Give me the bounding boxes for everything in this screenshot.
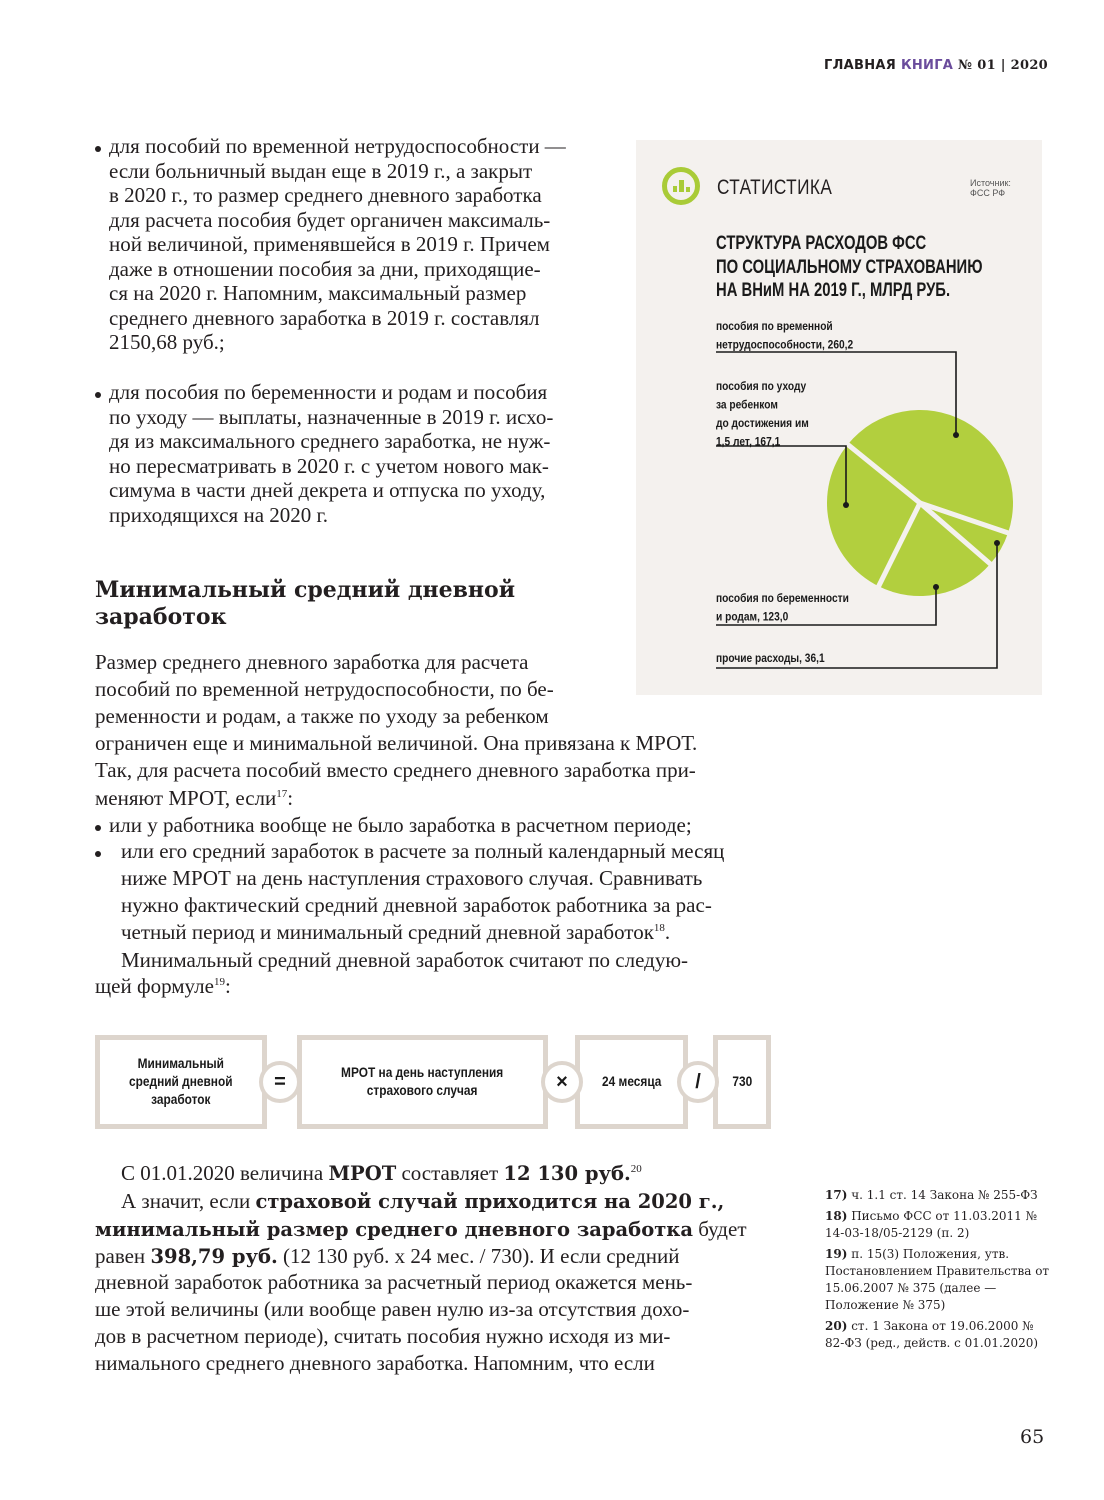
paragraph-line: даже в отношении пособия за дни, приходящие-	[109, 256, 541, 281]
paragraph-line: среднего дневного заработка в 2019 г. составлял	[109, 305, 540, 330]
footnote-item	[825, 1318, 1055, 1352]
footnote-number: 18)	[825, 1209, 848, 1223]
chart-title-line: ПО СОЦИАЛЬНОМУ СТРАХОВАНИЮ	[716, 256, 983, 278]
footnote-text: Письмо ФСС от 11.03.2011 № 14-03-18/05-2129 (п. 2)	[825, 1209, 1037, 1240]
paragraph-line: нужно фактический средний дневной заработок работника за рас-	[121, 893, 712, 917]
paragraph-line: 2150,68 руб.;	[109, 330, 225, 354]
paragraph-line: Минимальный средний дневной заработок считают по следую-	[121, 948, 689, 972]
footnote-ref[interactable]: 19	[213, 976, 225, 988]
paragraph-line: ограничен еще и минимальной величиной. Она привязана к МРОТ.	[95, 731, 698, 755]
formula-days-label: 730	[732, 1074, 752, 1089]
paragraph-line: ше этой величины (или вообще равен нулю из-за отсутствия дохо-	[95, 1297, 690, 1321]
pie-leader-dot	[994, 540, 1000, 546]
paragraph-line: дневной заработок работника за расчетный период окажется мень-	[95, 1270, 693, 1294]
formula-label-line: средний дневной	[129, 1074, 233, 1089]
footnote-text: ст. 1 Закона от 19.06.2000 № 82-ФЗ (ред., действ. с 01.01.2020)	[825, 1319, 1039, 1350]
paragraph-line: Размер среднего дневного заработка для расчета	[95, 650, 529, 674]
chart-title-line: НА ВНиМ НА 2019 Г., МЛРД РУБ.	[716, 280, 951, 301]
paragraph-line: А значит, если страховой случай приходится на 2020 г.,	[121, 1189, 725, 1213]
paragraph-line: щей формуле$^{19}$:	[95, 974, 231, 998]
footnote-ref[interactable]: 18	[653, 922, 665, 934]
source-value: ФСС РФ	[970, 188, 1006, 198]
paragraph-line: но пересматривать в 2020 г. с учетом нового мак-	[109, 453, 549, 478]
paragraph-line: ременности и родам, а также по уходу за ребенком	[95, 704, 549, 728]
formula-label-line: заработок	[151, 1092, 211, 1107]
footnote-number: 20)	[825, 1319, 848, 1333]
paragraph-line: ниже МРОТ на день наступления страхового случая. Сравнивать	[121, 866, 703, 890]
paragraph-line: ной величиной, применявшейся в 2019 г. Причем	[109, 232, 550, 256]
footnotes	[825, 1187, 1055, 1356]
multiply-icon: ×	[541, 1061, 583, 1103]
equals-icon: =	[259, 1061, 301, 1103]
footnote-number: 17)	[825, 1188, 848, 1202]
formula-months-label: 24 месяца	[601, 1074, 662, 1089]
paragraph-line: равен 398,79 руб. (12 130 руб. х 24 мес. / 730). И если средний	[95, 1244, 680, 1268]
brand-name-part1: ГЛАВНАЯ	[824, 58, 897, 73]
paragraph-line: для пособия по беременности и родам и пособия	[109, 380, 548, 404]
paragraph-line: в 2020 г., то размер среднего дневного заработка	[109, 183, 542, 207]
pie-label: за ребенком	[716, 398, 778, 412]
source-label: Источник:	[970, 178, 1011, 188]
footnote-text: п. 15(3) Положения, утв. Постановлением Правительства от 15.06.2007 № 375 (далее — Положение № 375)	[825, 1247, 1050, 1312]
formula-label-line: МРОТ на день наступления	[341, 1065, 504, 1080]
chart-title-line: СТРУКТУРА РАСХОДОВ ФСС	[716, 233, 927, 254]
paragraph-line: меняют МРОТ, если$^{17}$:	[95, 786, 294, 810]
statistics-heading: СТАТИСТИКА	[717, 176, 833, 199]
brand-name-part2: КНИГА	[900, 58, 954, 73]
issue-number: № 01 | 2020	[958, 58, 1049, 73]
pie-label: пособия по временной	[716, 320, 833, 334]
paragraph-line: минимальный размер среднего дневного заработка будет	[95, 1217, 747, 1241]
paragraph-line: для расчета пособия будет органичен максималь-	[109, 207, 551, 232]
paragraph-line: приходящихся на 2020 г.	[109, 502, 329, 527]
formula-label-line: Минимальный	[137, 1056, 225, 1071]
footnote-item	[825, 1246, 1055, 1314]
pie-label: 1,5 лет, 167,1	[716, 435, 781, 449]
pie-label: и родам, 123,0	[716, 610, 789, 624]
footnote-ref[interactable]: 20	[630, 1163, 642, 1175]
paragraph-line: пособий по временной нетрудоспособности, по бе-	[95, 677, 554, 701]
page-number: 65	[1020, 1426, 1045, 1448]
pie-label: нетрудоспособности, 260,2	[716, 338, 854, 352]
paragraph-line: симума в части дней декрета и отпуска по уходу,	[109, 478, 546, 502]
formula-label-line: страхового случая	[367, 1083, 478, 1098]
footnote-ref[interactable]: 17	[276, 788, 288, 800]
paragraph-line: нимального среднего дневного заработка. Напомним, что если	[95, 1351, 655, 1375]
paragraph-line: если больничный выдан еще в 2019 г., а закрыт	[109, 158, 533, 183]
footnote-item	[825, 1208, 1055, 1242]
pie-label: пособия по уходу	[716, 380, 807, 394]
paragraph-line: четный период и минимальный средний дневной заработок$^{18}$.	[121, 920, 671, 944]
pie-leader-dot	[953, 432, 959, 438]
section-heading-line: Минимальный средний дневной	[95, 577, 516, 603]
bullet-item-no-earnings: или у работника вообще не было заработка в расчетном периоде;	[109, 813, 692, 837]
pie-leader-dot	[933, 584, 939, 590]
paragraph-line: ся на 2020 г. Напомним, максимальный размер	[109, 281, 527, 305]
footnote-number: 19)	[825, 1247, 848, 1261]
section-heading-line: заработок	[95, 604, 227, 630]
paragraph-line: или его средний заработок в расчете за полный календарный месяц	[121, 839, 725, 863]
pie-leader-dot	[843, 502, 849, 508]
pie-label: пособия по беременности	[716, 592, 849, 606]
paragraph-line: дов в расчетном периоде), считать пособия нужно исходя из ми-	[95, 1324, 671, 1348]
paragraph-line: дя из максимального среднего заработка, не нуж-	[109, 429, 551, 453]
footnote-item	[825, 1187, 1055, 1204]
paragraph-line: по уходу — выплаты, назначенные в 2019 г. исхо-	[109, 404, 554, 429]
divide-icon: /	[677, 1061, 719, 1103]
pie-leader-line	[716, 446, 846, 505]
paragraph-line: Так, для расчета пособий вместо среднего дневного заработка при-	[95, 758, 696, 782]
paragraph-line: С 01.01.2020 величина МРОТ составляет 12 130 руб.$^{20}$	[121, 1161, 642, 1185]
pie-label: до достижения им	[716, 417, 809, 431]
pie-label: прочие расходы, 36,1	[716, 652, 825, 666]
footnote-text: ч. 1.1 ст. 14 Закона № 255-ФЗ	[847, 1188, 1038, 1202]
paragraph-line: для пособий по временной нетрудоспособности —	[109, 134, 566, 158]
